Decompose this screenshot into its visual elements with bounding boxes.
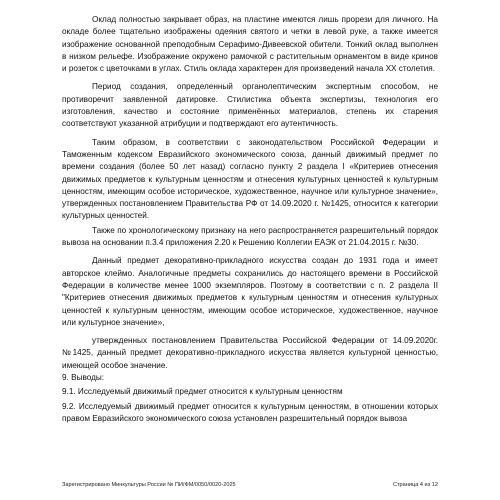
paragraph-special-value: Данный предмет декоративно-прикладного искусства создан до 1931 года и имеет авторское клеймо. Аналогичные предметы сохранились до настоящего времени в Российской Федерации в количестве менее 1000 экземпляров. Поэтому в соответствии с п. 2 раздела II "Критериев отнесения движимых предметов к культурным ценностям и отнесения культурных ценностей к культурным ценностям, имеющим особое историческое, художественное, научное или культурное значение», <box>62 256 438 327</box>
paragraph-dating: Период создания, определенный органолептическим экспертным способом, не противоречит заявленной датировке. Стилистика объекта экспертизы, технология его изготовления, качество и состояние применённых материалов, степень их старения соответствуют указанной атрибуции и подтверждают его аутентичность. <box>62 82 438 129</box>
conclusion-9-1: 9.1. Исследуемый движимый предмет относится к культурным ценностям <box>62 387 343 397</box>
paragraph-government-decree: утвержденных постановлением Правительства Российской Федерации от 14.09.2020г. №1425, данный предмет декоративно-прикладного искусства является культурной ценностью, имеющей особое значение. <box>62 336 438 370</box>
conclusions-heading: 9. Выводы: <box>62 373 105 383</box>
paragraph-oklad-description: Оклад полностью закрывает образ, на пластине имеются лишь прорези для личного. На окладе более тщательно изображены одеяния святого и четки в левой руке, а также имеется изображение основанной преподобным Серафимо-Дивеевской обители. Тонкий оклад выполнен в низком рельефе. Изображение окружено рамочкой с растительным орнаментом в виде кринов и розеток с цветочками в углах. Стиль оклада характерен для произведений начала XX столетия. <box>62 15 438 74</box>
paragraph-legislation: Таким образом, в соответствии с законодательством Российской Федерации и Таможенным кодексом Евразийского экономического союза, данный движимый предмет по времени создания (более 50 лет назад) согласно пункту 2 раздела I «Критериев отнесения движимых предметов к культурным ценностям и отнесения культурных ценностей к культурным ценностям, имеющим особое историческое, художественное, научное или культурное значение», утвержденных постановлением Правительства РФ от 14.09.2020 г. №1425, относится к категории культурных ценностей. <box>62 137 438 221</box>
conclusion-9-2: 9.2. Исследуемый движимый предмет относится к культурным ценностям, в отношении которых правом Евразийского экономического союза установлен разрешительный порядок вывоза <box>62 401 438 423</box>
paragraph-export-order: Также по хронологическому признаку на него распространяется разрешительный порядок вывоза на основании п.3.4 приложения 2.20 к Решению Коллегии ЕАЭК от 21.04.2015 г. №30. <box>62 225 438 248</box>
registration-number: Зарегистрировано Минкультуры России № ПИ/ФМ/0050/0020-2025 <box>62 482 236 488</box>
page-footer <box>62 482 438 488</box>
page-number: Страница 4 из 12 <box>392 482 438 488</box>
